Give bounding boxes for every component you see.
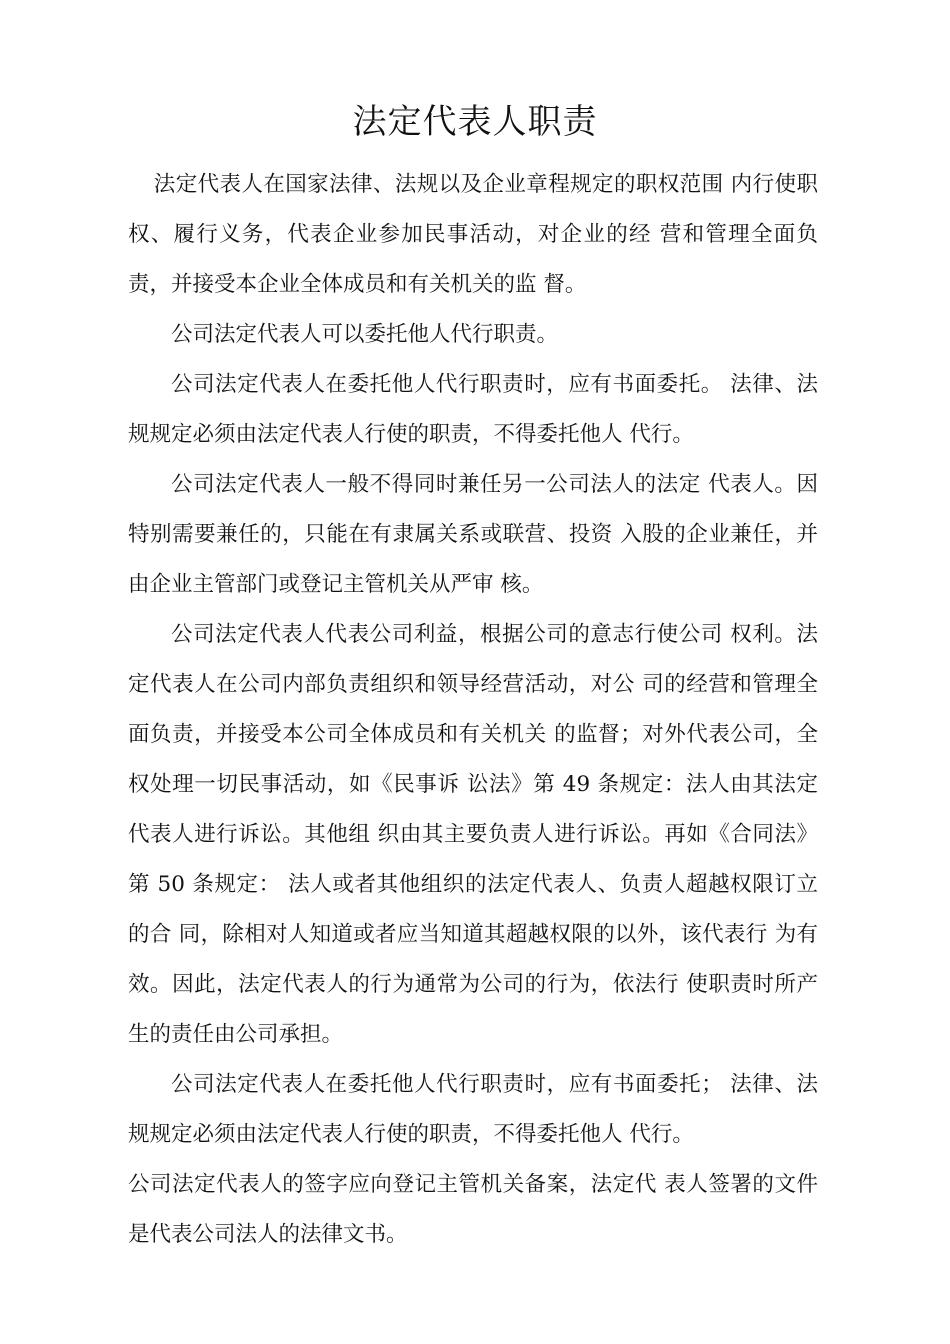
paragraph: 公司法定代表人在委托他人代行职责时，应有书面委托。 法律、法规规定必须由法定代表人行使的职责，不得委托他人 代行。 [128, 372, 818, 447]
paragraph: 公司法定代表人可以委托他人代行职责。 [171, 322, 559, 347]
paragraph: 法定代表人在国家法律、法规以及企业章程规定的职权范围 内行使职权、履行义务，代表企业参加民事活动，对企业的经 营和管理全面负责，并接受本企业全体成员和有关机关的监 督。 [128, 172, 818, 297]
paragraph: 公司法定代表人代表公司利益，根据公司的意志行使公司 权利。法定代表人在公司内部负责组织和领导经营活动，对公 司的经营和管理全面负责，并接受本公司全体成员和有关机关 的监督；对外代表公司，全权处理一切民事活动，如《民事诉 讼法》第 49 条规定：法人由其法定代表人进行诉讼。其他组 织由其主要负责人进行诉讼。再如《合同法》第 50 条规定： 法人或者其他组织的法定代表人、负责人超越权限订立的合 同，除相对人知道或者应当知道其超越权限的以外，该代表行 为有效。因此，法定代表人的行为通常为公司的行为，依法行 使职责时所产生的责任由公司承担。 [128, 622, 818, 1047]
paragraph: 公司法定代表人在委托他人代行职责时，应有书面委托； 法律、法规规定必须由法定代表人行使的职责，不得委托他人 代行。 [128, 1072, 818, 1147]
document-title: 法定代表人职责 [352, 102, 598, 142]
paragraph: 公司法定代表人的签字应向登记主管机关备案，法定代 表人签署的文件是代表公司法人的法律文书。 [128, 1172, 818, 1247]
paragraph: 公司法定代表人一般不得同时兼任另一公司法人的法定 代表人。因特别需要兼任的，只能在有隶属关系或联营、投资 入股的企业兼任，并由企业主管部门或登记主管机关从严审 核。 [128, 472, 818, 597]
document-body [128, 160, 818, 1260]
